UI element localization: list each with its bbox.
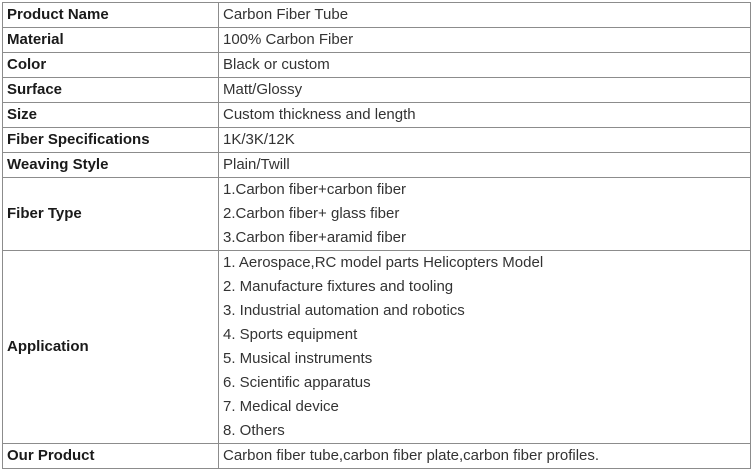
product-spec-table (2, 2, 751, 469)
row-value-size: Custom thickness and length (219, 103, 751, 128)
row-label-fiber-type: Fiber Type (3, 178, 219, 251)
application-line: 2. Manufacture fixtures and tooling (223, 278, 454, 295)
fiber-type-line: 1.Carbon fiber+carbon fiber (223, 181, 407, 198)
table-row (3, 251, 751, 444)
row-value-fiber-specifications: 1K/3K/12K (219, 128, 751, 153)
row-value-application (219, 251, 751, 444)
row-value-product-name: Carbon Fiber Tube (219, 3, 751, 28)
table-row (3, 153, 751, 178)
table-row (3, 78, 751, 103)
row-value-weaving-style: Plain/Twill (219, 153, 751, 178)
application-line: 6. Scientific apparatus (223, 374, 371, 391)
application-line: 3. Industrial automation and robotics (223, 302, 465, 319)
application-line: 8. Others (223, 422, 285, 439)
row-label-product-name: Product Name (3, 3, 219, 28)
row-label-color: Color (3, 53, 219, 78)
row-label-our-product: Our Product (3, 444, 219, 469)
row-label-weaving-style: Weaving Style (3, 153, 219, 178)
fiber-type-line: 2.Carbon fiber+ glass fiber (223, 205, 400, 222)
row-label-fiber-specifications: Fiber Specifications (3, 128, 219, 153)
application-line: 4. Sports equipment (223, 326, 358, 343)
table-row (3, 28, 751, 53)
fiber-type-line: 3.Carbon fiber+aramid fiber (223, 229, 407, 246)
row-value-color: Black or custom (219, 53, 751, 78)
table-row (3, 128, 751, 153)
row-value-material: 100% Carbon Fiber (219, 28, 751, 53)
application-line: 1. Aerospace,RC model parts Helicopters Model (223, 254, 544, 271)
table-row (3, 3, 751, 28)
table-row (3, 53, 751, 78)
application-line: 7. Medical device (223, 398, 339, 415)
row-label-surface: Surface (3, 78, 219, 103)
table-row (3, 178, 751, 251)
row-label-application: Application (3, 251, 219, 444)
row-label-material: Material (3, 28, 219, 53)
table-row (3, 444, 751, 469)
application-line: 5. Musical instruments (223, 350, 373, 367)
row-value-our-product: Carbon fiber tube,carbon fiber plate,carbon fiber profiles. (219, 444, 751, 469)
table-row (3, 103, 751, 128)
row-value-fiber-type (219, 178, 751, 251)
row-value-surface: Matt/Glossy (219, 78, 751, 103)
row-label-size: Size (3, 103, 219, 128)
